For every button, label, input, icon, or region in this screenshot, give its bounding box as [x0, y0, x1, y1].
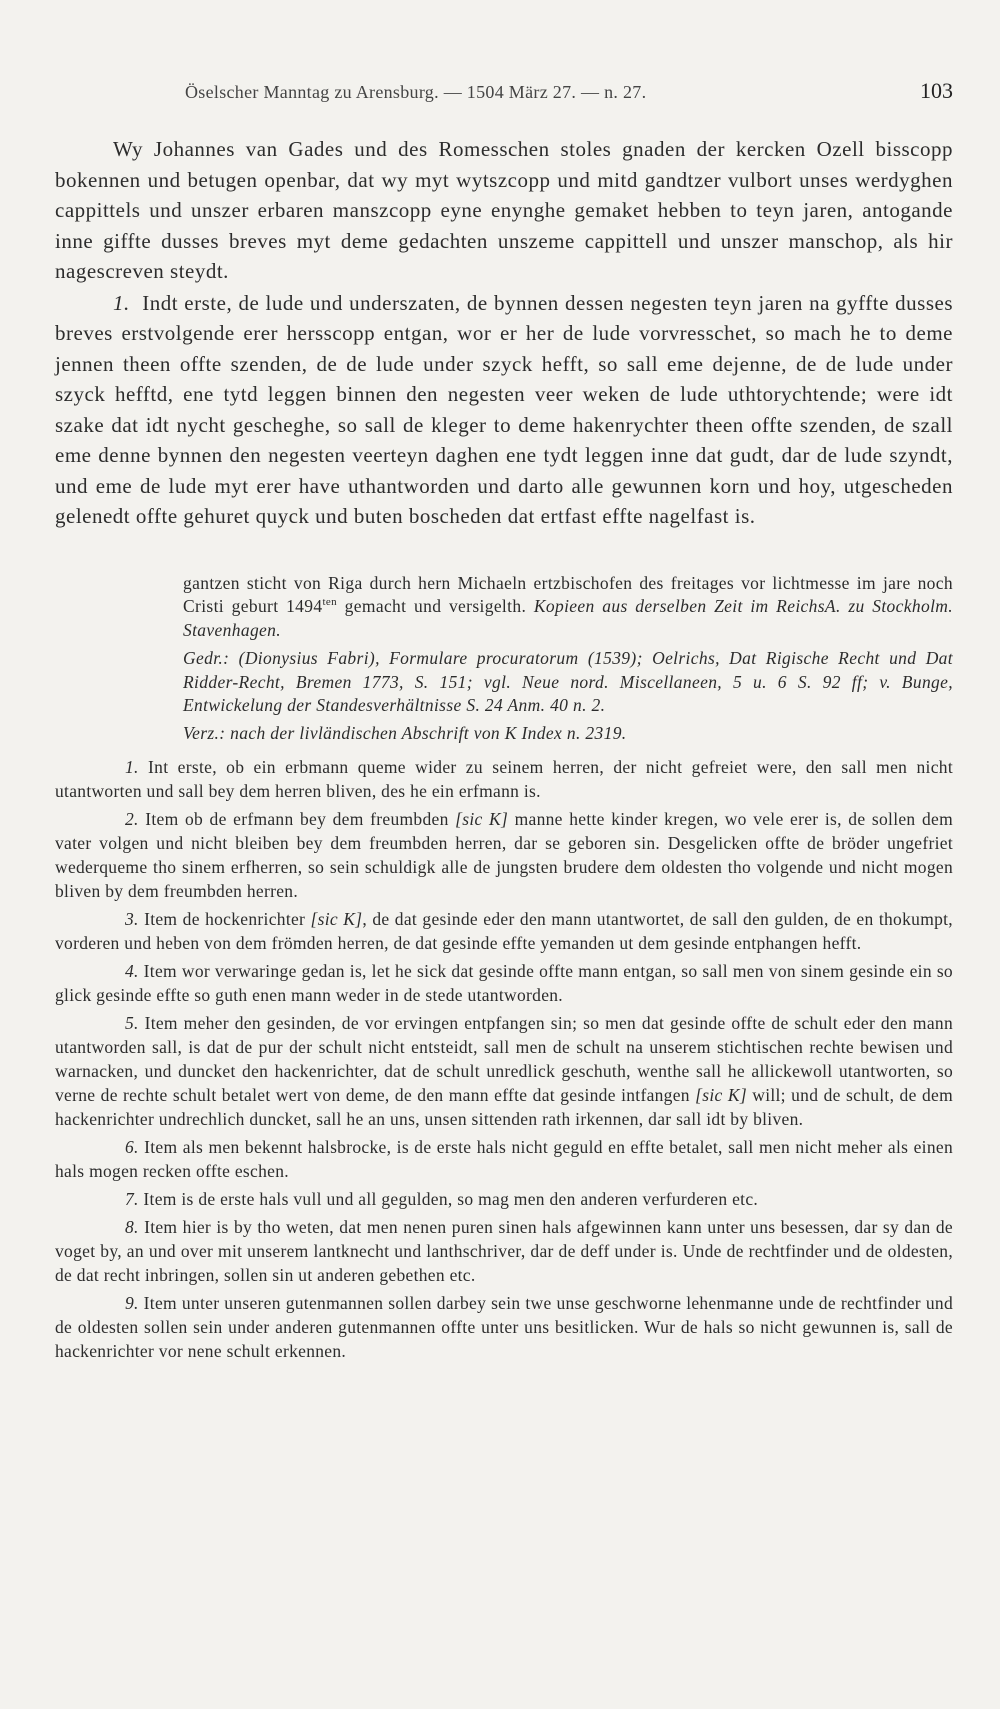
clause-item: 5. Item meher den gesinden, de vor ervingen entpfangen sin; so men dat gesinde offte de schult eder den mann utantworden sall, is dat de pur der schult nicht entsteidt, sall men de schult na unserem stichtischen rechte bewisen und warnacken, und duncket den hackenrichter, dat de schult unredlick geschuth, wenthe sall he allickewoll utantworten, so verne de rechte schult betalet wert von deme, de den mann effte dat gesinde intfangen [sic K] will; und de schult, de dem hackenrichter undrechlich duncket, sall he an uns, unsen sittenden rath irkennen, dar sall idt by bliven.: [55, 1013, 953, 1129]
clause-item: 8. Item hier is by tho weten, dat men nenen puren sinen hals afgewinnen kann unter uns besessen, dar sy dan de voget by, an und over mit unserem lantknecht und lanthschriver, dar de deff under is. Unde de rechtfinder und de oldesten, de dat recht inbringen, sollen sin ut anderen gebethen etc.: [55, 1217, 953, 1285]
document-page: [55, 72, 953, 1367]
source-note: gantzen sticht von Riga durch hern Michaeln ertzbischofen des freitages vor lichtmesse im jare noch Cristi geburt $1494^{ten}$ gemacht und versigelth. Kopieen aus derselben Zeit im ReichsA. zu Stockholm. Stavenhagen.: [183, 572, 954, 640]
clause-item: 6. Item als men bekennt halsbrocke, is de erste hals nicht geguld en effte betalet, sall men nicht meher als einen hals mogen recken offte eschen.: [55, 1137, 953, 1181]
article-number: 1.: [113, 290, 130, 315]
register-note: Verz.: nach der livländischen Abschrift von K Index n. 2319.: [183, 722, 627, 743]
charter-text: [55, 134, 953, 532]
running-title: Öselscher Manntag zu Arensburg. — 1504 März 27. — n. 27.: [185, 82, 647, 102]
clause-list: [55, 755, 953, 1363]
clause-item: 4. Item wor verwaringe gedan is, let he sick dat gesinde offte mann entgan, so sall men von sinem gesinde ein so glick gesinde effte so guth enen mann weder in de stede utantworden.: [55, 961, 953, 1005]
clause-item: 3. Item de hockenrichter [sic K], de dat gesinde eder den mann utantwortet, de sall den gulden, de en thokumpt, vorderen und heben von dem frömden herren, de dat gesinde effte yemanden ut dem gesinde entphangen hefft.: [55, 909, 953, 953]
clause-item: 9. Item unter unseren gutenmannen sollen darbey sein twe unse geschworne lehenmanne unde de rechtfinder und de oldesten sollen sein under anderen gutenmannen offte unter uns besitlicken. Wur de hals so nicht gewunnen is, sall de hackenrichter vor nene schult erkennen.: [55, 1293, 953, 1361]
editorial-notes: [55, 572, 953, 746]
printed-editions-note: Gedr.: (Dionysius Fabri), Formulare procuratorum (1539); Oelrichs, Dat Rigische Recht und Dat Ridder-Recht, Bremen 1773, S. 151; vgl. Neue nord. Miscellaneen, 5 u. 6 S. 92 ff; v. Bunge, Entwickelung der Standesverhältnisse S. 24 Anm. 40 n. 2.: [183, 648, 953, 715]
clause-item: 7. Item is de erste hals vull und all gegulden, so mag men den anderen verfurderen etc.: [125, 1189, 759, 1209]
clause-item: 2. Item ob de erfmann bey dem freumbden [sic K] manne hette kinder kregen, wo vele erer is, de sollen dem vater volgen und nicht bleiben bey dem freumbden herren, dar se geboren sin. Desgelicken offte de bröder ungefriet wederqueme tho sinem erfherren, so sein schuldigk alle de jungsten brudere dem oldesten tho volgende und nicht mogen bliven by dem freumbden herren.: [55, 809, 953, 901]
charter-preamble: Wy Johannes van Gades und des Romesschen stoles gnaden der kercken Ozell bisscopp bokennen und betugen openbar, dat wy myt wytszcopp und mitd gandtzer vulbort unses werdyghen cappittels und unszer erbaren manszcopp eyne enynghe gemaket hebben to teyn jaren, antogande inne giffte dusses breves myt deme gedachten unszeme cappittell und unszer manschop, als hir nagescreven steydt.: [55, 137, 953, 283]
article-text: Indt erste, de lude und underszaten, de bynnen dessen negesten teyn jaren na gyffte dusses breves erstvolgende erer hersscopp entgan, wor er her de lude vorvresschet, so mach he to deme jennen theen offte szenden, de de lude under szyck hefft, so sall eme dejenne, de de lude under szyck hefftd, ene tytd leggen binnen den negesten veer weken de lude uthtorychtende; were idt szake dat idt nycht gescheghe, so sall de kleger to deme hakenrychter theen offte szenden, de szall eme denne bynnen den negesten veerteyn daghen ene tydt leggen inne dat gudt, dar de lude szyndt, und eme de lude myt erer have uthantworden und darto alle gewunnen korn und hoy, utgescheden gelenedt offte gehuret quyck und buten boscheden dat ertfast effte nagelfast is.: [55, 290, 953, 528]
charter-article-1: [55, 288, 953, 532]
page-header: [55, 72, 953, 106]
clause-item: 1. Int erste, ob ein erbmann queme wider zu seinem herren, der nicht gefreiet were, den sall men nicht utantworten und sall bey dem herren bliven, des he ein erfmann is.: [55, 757, 953, 801]
page-number: 103: [920, 78, 953, 103]
